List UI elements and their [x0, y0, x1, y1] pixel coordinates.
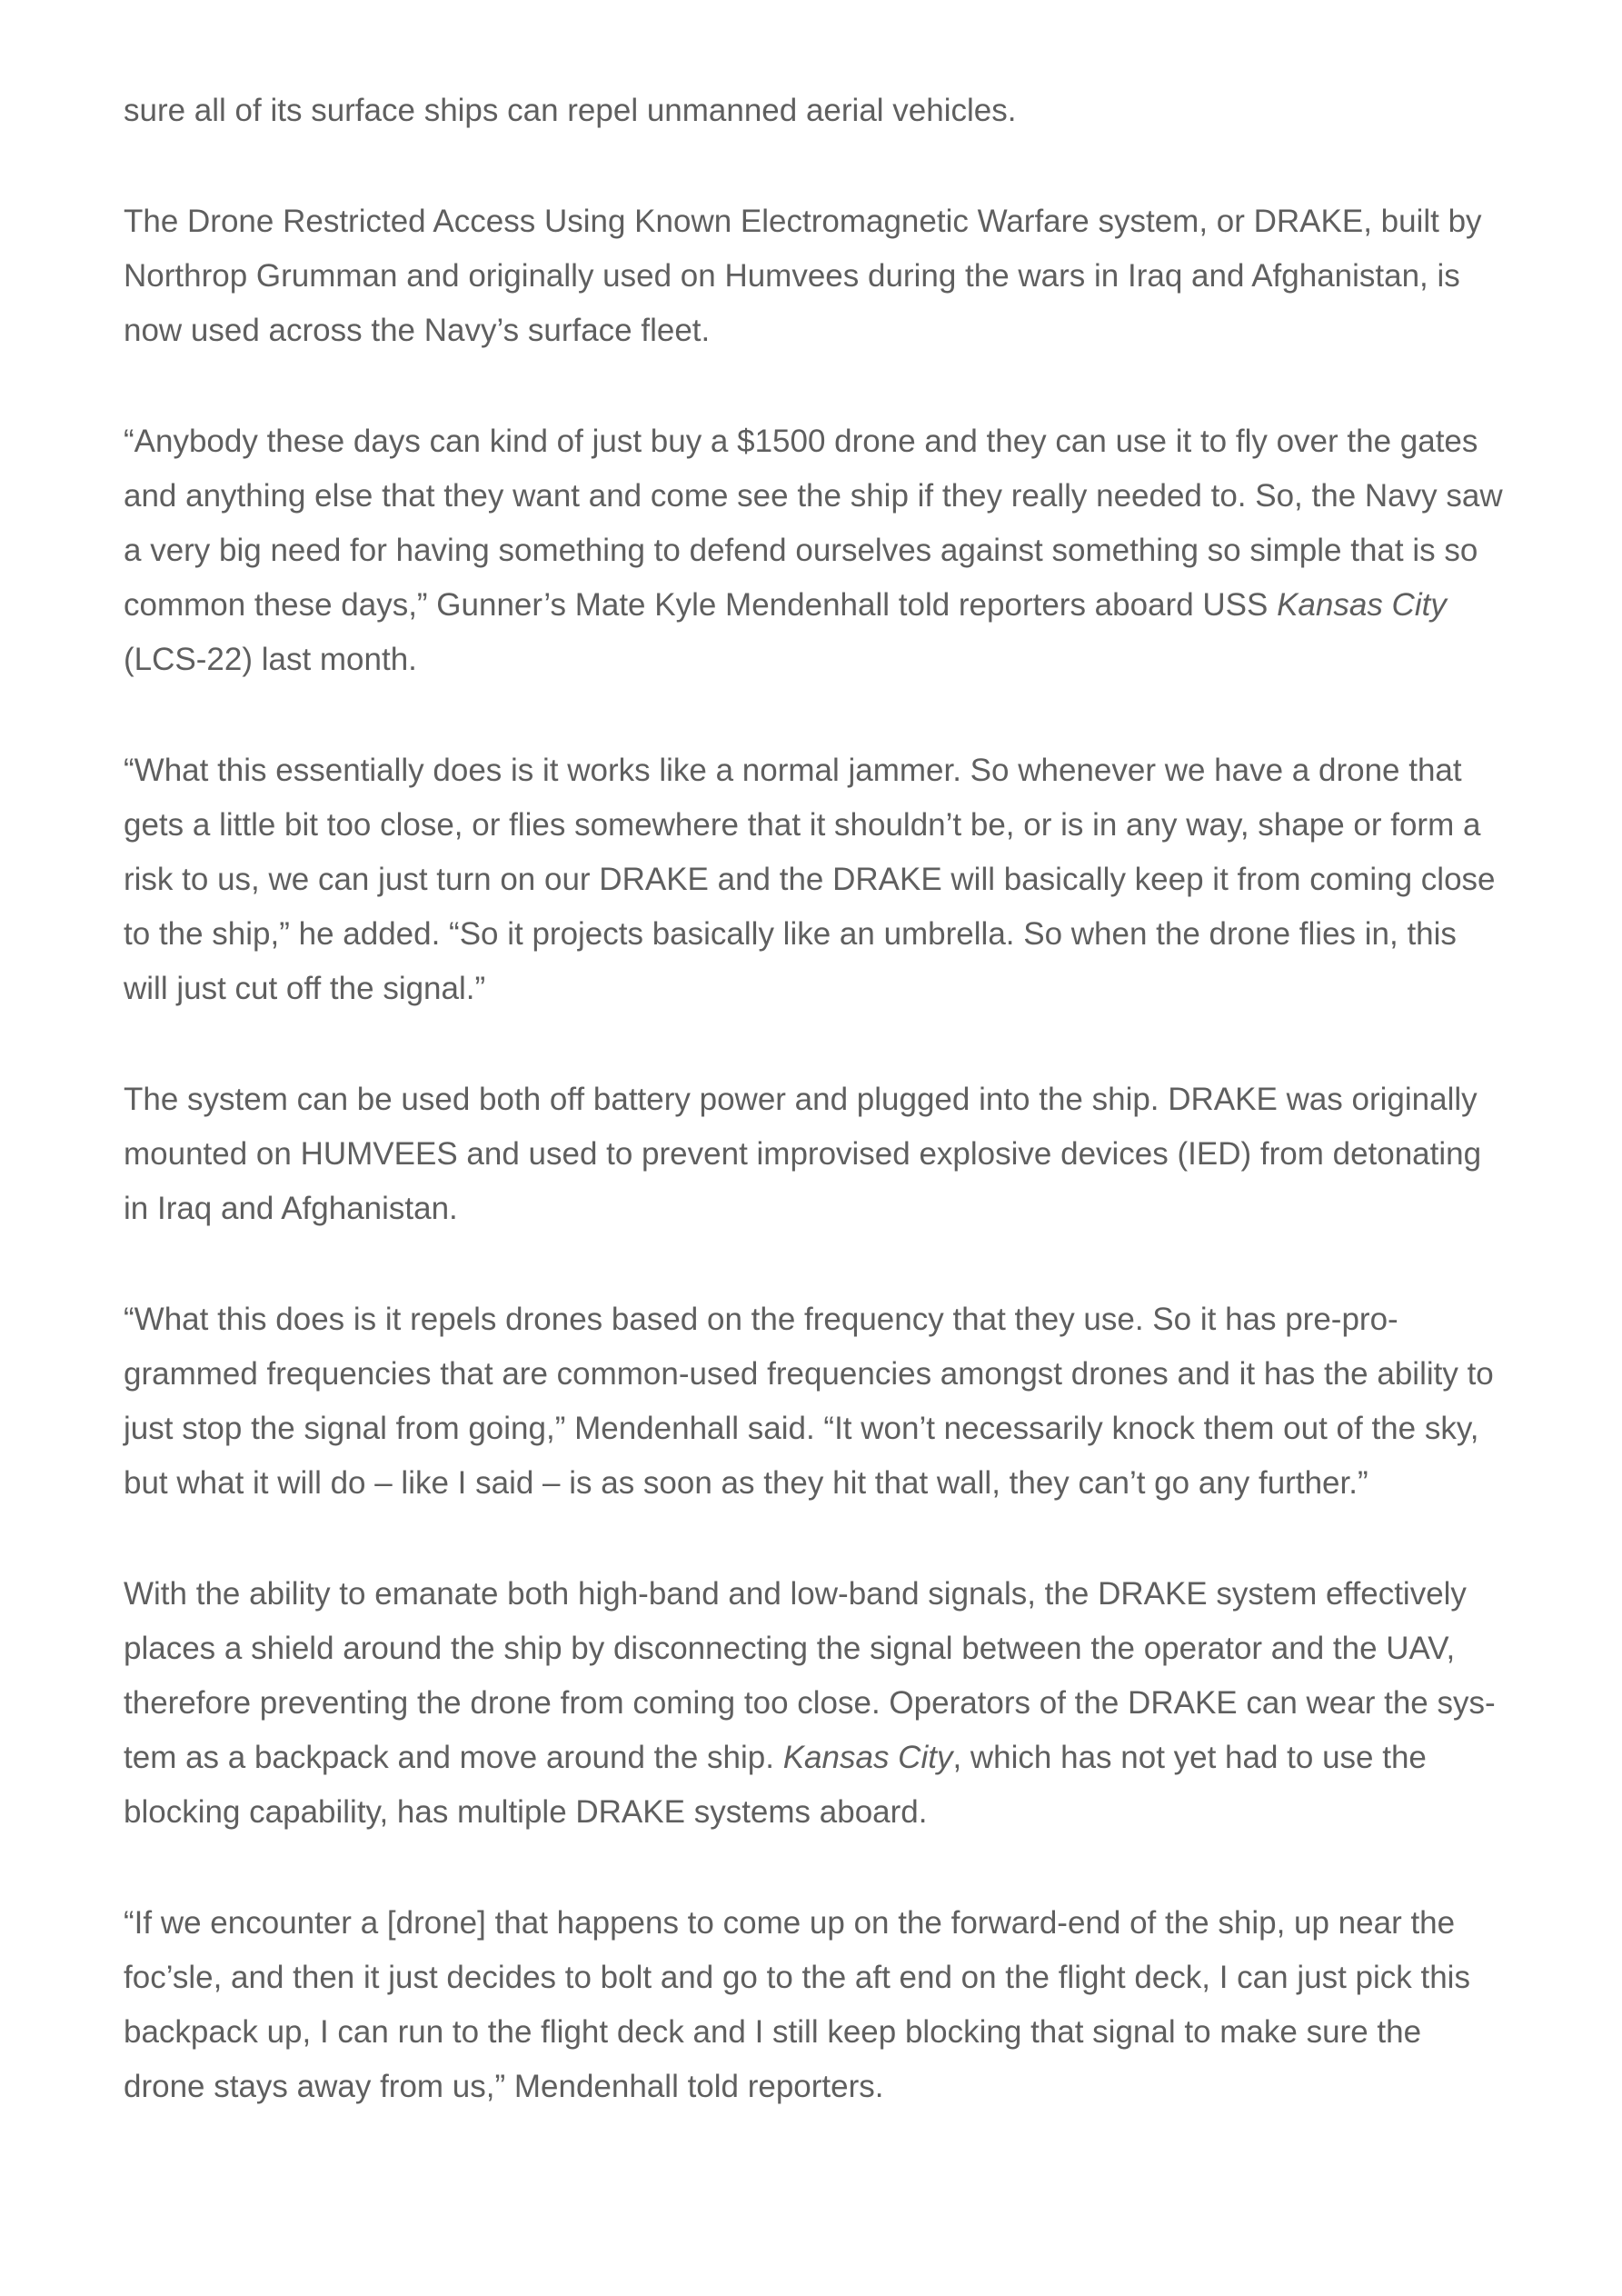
- text-segment: but what it will do – like I said – is as soon as they hit that wall, they can’t go any further.”: [124, 1465, 1368, 1501]
- article-paragraph: [124, 195, 1509, 358]
- article-paragraph: [124, 1073, 1509, 1236]
- text-segment: a very big need for having something to defend ourselves against something so simple that is so: [124, 533, 1478, 568]
- text-line: [124, 1293, 1509, 1347]
- text-line: [124, 853, 1509, 907]
- text-segment: The system can be used both off battery power and plugged into the ship. DRAKE was originally: [124, 1082, 1478, 1117]
- text-line: [124, 414, 1509, 469]
- text-line: [124, 2060, 1509, 2114]
- text-line: [124, 2005, 1509, 2060]
- text-line: [124, 1676, 1509, 1731]
- text-line: [124, 84, 1509, 138]
- text-segment: “Anybody these days can kind of just buy a $1500 drone and they can use it to fly over the gates: [124, 424, 1478, 459]
- text-line: [124, 1896, 1509, 1951]
- text-line: [124, 1456, 1509, 1511]
- text-segment: common these days,” Gunner’s Mate Kyle Mendenhall told reporters aboard USS: [124, 587, 1278, 623]
- text-line: [124, 195, 1509, 249]
- text-segment: , which has not yet had to use the: [952, 1740, 1427, 1775]
- text-segment: foc’sle, and then it just decides to bolt and go to the aft end on the flight deck, I can just pick this: [124, 1960, 1470, 1995]
- text-line: [124, 1127, 1509, 1182]
- text-segment: gets a little bit too close, or flies somewhere that it shouldn’t be, or is in any way, shape or form a: [124, 807, 1481, 843]
- text-line: [124, 578, 1509, 633]
- ship-name-italic: Kansas City: [782, 1740, 953, 1775]
- text-segment: (LCS-22) last month.: [124, 642, 417, 677]
- text-segment: The Drone Restricted Access Using Known Electromagnetic Warfare system, or DRAKE, built by: [124, 204, 1482, 239]
- text-segment: Northrop Grumman and originally used on Humvees during the wars in Iraq and Afghanistan, is: [124, 258, 1460, 294]
- text-segment: grammed frequencies that are common-used frequencies amongst drones and it has the ability to: [124, 1356, 1494, 1392]
- text-line: [124, 1073, 1509, 1127]
- text-segment: mounted on HUMVEES and used to prevent improvised explosive devices (IED) from detonating: [124, 1136, 1482, 1172]
- text-segment: “If we encounter a [drone] that happens to come up on the forward-end of the ship, up near the: [124, 1905, 1456, 1941]
- text-segment: therefore preventing the drone from coming too close. Operators of the DRAKE can wear the sys-: [124, 1685, 1496, 1721]
- article-body: [124, 84, 1509, 2171]
- text-line: [124, 962, 1509, 1016]
- text-line: [124, 1951, 1509, 2005]
- text-segment: will just cut off the signal.”: [124, 971, 486, 1006]
- text-segment: now used across the Navy’s surface fleet.: [124, 313, 711, 348]
- text-segment: tem as a backpack and move around the ship.: [124, 1740, 783, 1775]
- article-paragraph: [124, 84, 1509, 138]
- text-segment: just stop the signal from going,” Mendenhall said. “It won’t necessarily knock them out of the sky,: [124, 1411, 1479, 1446]
- text-line: [124, 524, 1509, 578]
- text-segment: “What this essentially does is it works like a normal jammer. So whenever we have a drone that: [124, 753, 1462, 788]
- text-line: [124, 469, 1509, 524]
- text-segment: blocking capability, has multiple DRAKE systems aboard.: [124, 1794, 928, 1830]
- article-paragraph: [124, 1567, 1509, 1840]
- article-paragraph: [124, 744, 1509, 1016]
- text-line: [124, 1402, 1509, 1456]
- text-line: [124, 249, 1509, 304]
- text-line: [124, 798, 1509, 853]
- text-segment: With the ability to emanate both high-band and low-band signals, the DRAKE system effectively: [124, 1576, 1467, 1612]
- text-segment: sure all of its surface ships can repel unmanned aerial vehicles.: [124, 93, 1017, 128]
- text-line: [124, 1622, 1509, 1676]
- text-segment: “What this does is it repels drones based on the frequency that they use. So it has pre-pro-: [124, 1302, 1398, 1337]
- text-segment: drone stays away from us,” Mendenhall told reporters.: [124, 2069, 884, 2104]
- text-line: [124, 1347, 1509, 1402]
- article-paragraph: [124, 414, 1509, 687]
- text-segment: in Iraq and Afghanistan.: [124, 1191, 458, 1226]
- text-line: [124, 1731, 1509, 1785]
- text-line: [124, 744, 1509, 798]
- text-segment: risk to us, we can just turn on our DRAKE and the DRAKE will basically keep it from coming close: [124, 862, 1496, 897]
- text-line: [124, 1182, 1509, 1236]
- article-paragraph: [124, 1896, 1509, 2114]
- text-segment: places a shield around the ship by disconnecting the signal between the operator and the UAV,: [124, 1631, 1456, 1666]
- text-segment: backpack up, I can run to the flight deck and I still keep blocking that signal to make sure the: [124, 2014, 1422, 2050]
- text-segment: to the ship,” he added. “So it projects basically like an umbrella. So when the drone flies in, this: [124, 916, 1457, 952]
- text-line: [124, 1785, 1509, 1840]
- text-line: [124, 304, 1509, 358]
- ship-name-italic: Kansas City: [1277, 587, 1447, 623]
- text-segment: and anything else that they want and come see the ship if they really needed to. So, the Navy saw: [124, 478, 1503, 514]
- article-paragraph: [124, 1293, 1509, 1511]
- text-line: [124, 1567, 1509, 1622]
- text-line: [124, 633, 1509, 687]
- text-line: [124, 907, 1509, 962]
